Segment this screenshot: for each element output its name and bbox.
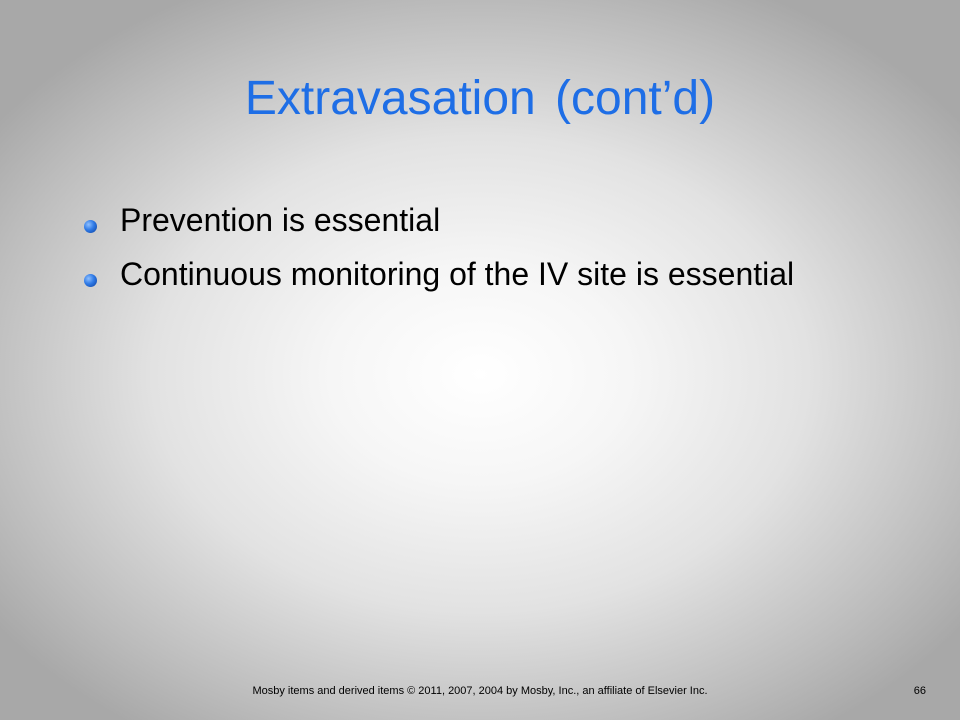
bullet-text: Prevention is essential	[120, 202, 441, 238]
bullet-dot-icon	[84, 220, 97, 233]
copyright-footer: Mosby items and derived items © 2011, 2007, 2004 by Mosby, Inc., an affiliate of Elsevier Inc.	[252, 685, 708, 697]
bullet-list	[82, 200, 882, 308]
bullet-text: Continuous monitoring of the IV site is essential	[120, 256, 795, 292]
bullet-item	[82, 200, 882, 240]
bullet-item	[82, 254, 882, 294]
bullet-dot-icon	[84, 274, 97, 287]
page-number: 66	[913, 685, 926, 697]
slide-title: Extravasation (cont’d)	[244, 72, 716, 125]
